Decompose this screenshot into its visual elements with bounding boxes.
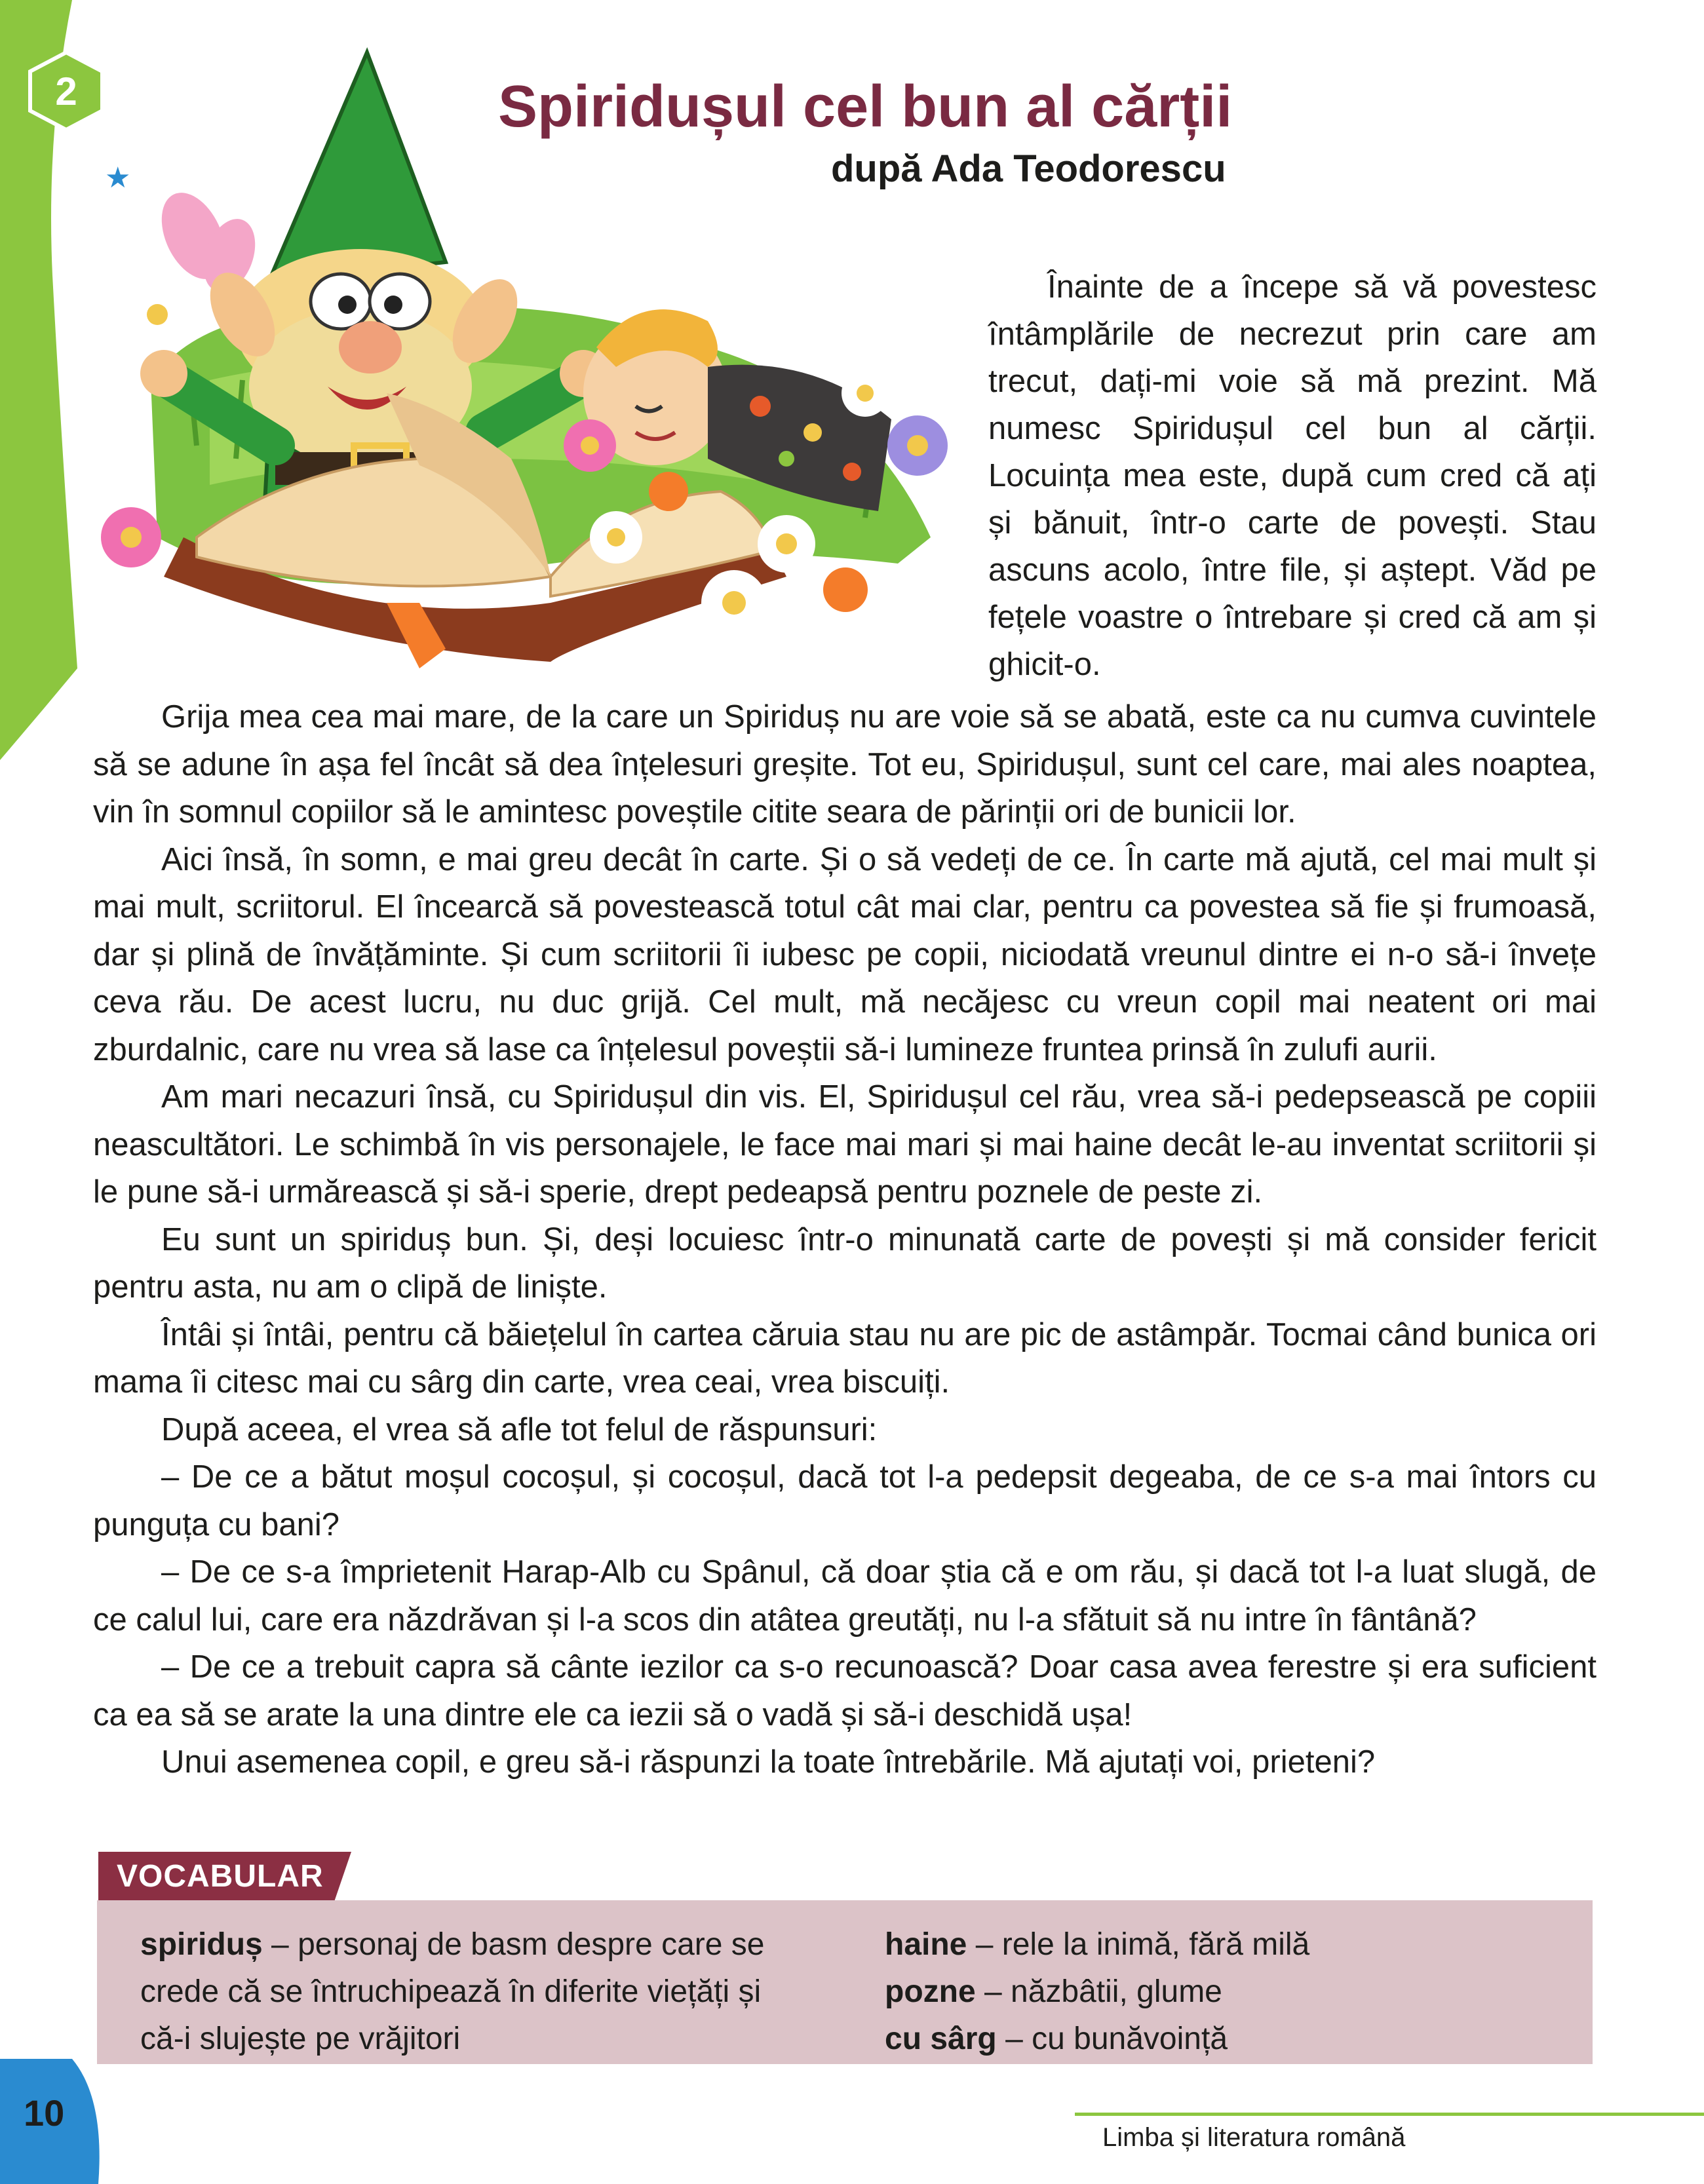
vocabulary-definition: – năzbâtii, glume [975,1974,1222,2009]
vocabulary-column-left [140,1921,796,2063]
page-number: 10 [24,2092,65,2134]
intro-paragraph-block [988,263,1597,688]
story-author: după Ada Teodorescu [831,147,1226,190]
story-paragraph: Eu sunt un spiriduș bun. Și, deși locuiesc într-o minunată carte de povești și mă consider fericit pentru asta, nu am o clipă de liniște. [93,1221,1597,1305]
vocabulary-entry [140,1921,796,2063]
vocabulary-term: spiriduș [140,1927,263,1962]
vocabulary-heading: VOCABULAR [117,1859,324,1894]
story-title: Spiridușul cel bun al cărții [498,74,1233,140]
vocabulary-entry [885,1968,1540,2016]
vocabulary-definition: – personaj de basm despre care se crede că se întruchipează în diferite viețăți și că-i slujește pe vrăjitori [140,1927,765,2056]
story-body [93,693,1597,1786]
story-paragraph: Am mari necazuri însă, cu Spiridușul din vis. El, Spiridușul cel rău, vrea să-i pedepsească pe copiii neascultători. Le schimbă în vis personajele, le face mai mari și mai haine decât le-au inventat scriitorii și le pune să-i urmărească și să-i sperie, drept pedeapsă pentru poznele de peste zi. [93,1079,1597,1210]
vocabulary-definition: – cu bunăvoință [996,2021,1228,2056]
star-icon: ★ [105,162,131,194]
footer-divider [1075,2113,1704,2116]
dialogue-line: – De ce s-a împrietenit Harap-Alb cu Spânul, că doar știa că e om rău, și dacă tot l-a luat slugă, de ce calul lui, care era năzdrăvan și l-a scos din atâtea greutăți, nu l-a sfătuit să nu intre în fântână? [93,1554,1597,1638]
vocabulary-column-right [885,1921,1540,2063]
story-paragraph: După aceea, el vrea să afle tot felul de răspunsuri: [161,1411,878,1447]
vocabulary-definition: – rele la inimă, fără milă [967,1927,1310,1962]
vocabulary-term: pozne [885,1974,976,2009]
intro-paragraph: Înainte de a începe să vă povestesc întâmplările de necrezut prin care am trecut, dați-mi voie să mă prezint. Mă numesc Spiridușul cel bun al cărții. Locuința mea este, după cum cred că ați și bănuit, într-o carte de povești. Stau ascuns acolo, între file, și aștept. Văd pe fețele voastre o întrebare și cred că am și ghicit-o. [988,269,1597,682]
dialogue-line: – De ce a trebuit capra să cânte iezilor ca s-o recunoască? Doar casa avea ferestre și era suficient ca ea să se arate la una dintre ele ca iezii să o vadă și să-i deschidă ușa! [93,1649,1597,1733]
dialogue-line: – De ce a bătut moșul cocoșul, și cocoșul, dacă tot l-a pedepsit degeaba, de ce s-a mai întors cu punguța cu bani? [93,1459,1597,1542]
vocabulary-term: haine [885,1927,967,1962]
footer-subject: Limba și literatura română [1102,2123,1406,2152]
story-paragraph: Întâi și întâi, pentru că băiețelul în cartea căruia stau nu are pic de astâmpăr. Tocmai când bunica ori mama îi citesc mai cu sârg din carte, vrea ceai, vrea biscuiți. [93,1316,1597,1400]
story-paragraph: Unui asemenea copil, e greu să-i răspunzi la toate întrebările. Mă ajutați voi, prieteni? [161,1744,1376,1780]
story-paragraph: Aici însă, în somn, e mai greu decât în carte. Și o să vedeți de ce. În carte mă ajută, cel mai mult și mai mult, scriitorul. El încearcă să povestească totul cât mai clar, pentru ca povestea să fie și frumoasă, dar și plină de învățăminte. Și cum scriitorii îi iubesc pe copii, niciodată vreunul dintre ei n-o să-i învețe ceva rău. De acest lucru, nu duc grijă. Cel mult, mă necăjesc cu vreun copil mai neatent ori mai zburdalnic, care nu vrea să lase ca înțelesul poveștii să-i lumineze fruntea prinsă în zulufi aurii. [93,841,1597,1067]
vocabulary-entry [885,1921,1540,1968]
vocabulary-entry [885,2016,1540,2063]
lesson-number: 2 [55,69,77,113]
story-paragraph: Grija mea cea mai mare, de la care un Spiriduș nu are voie să se abată, este ca nu cumva cuvintele să se adune în așa fel încât să dea înțelesuri greșite. Tot eu, Spiridușul, sunt cel care, mai ales noaptea, vin în somnul copiilor să le amintesc poveștile citite seara de părinții ori de bunicii lor. [93,699,1597,830]
vocabulary-term: cu sârg [885,2021,997,2056]
